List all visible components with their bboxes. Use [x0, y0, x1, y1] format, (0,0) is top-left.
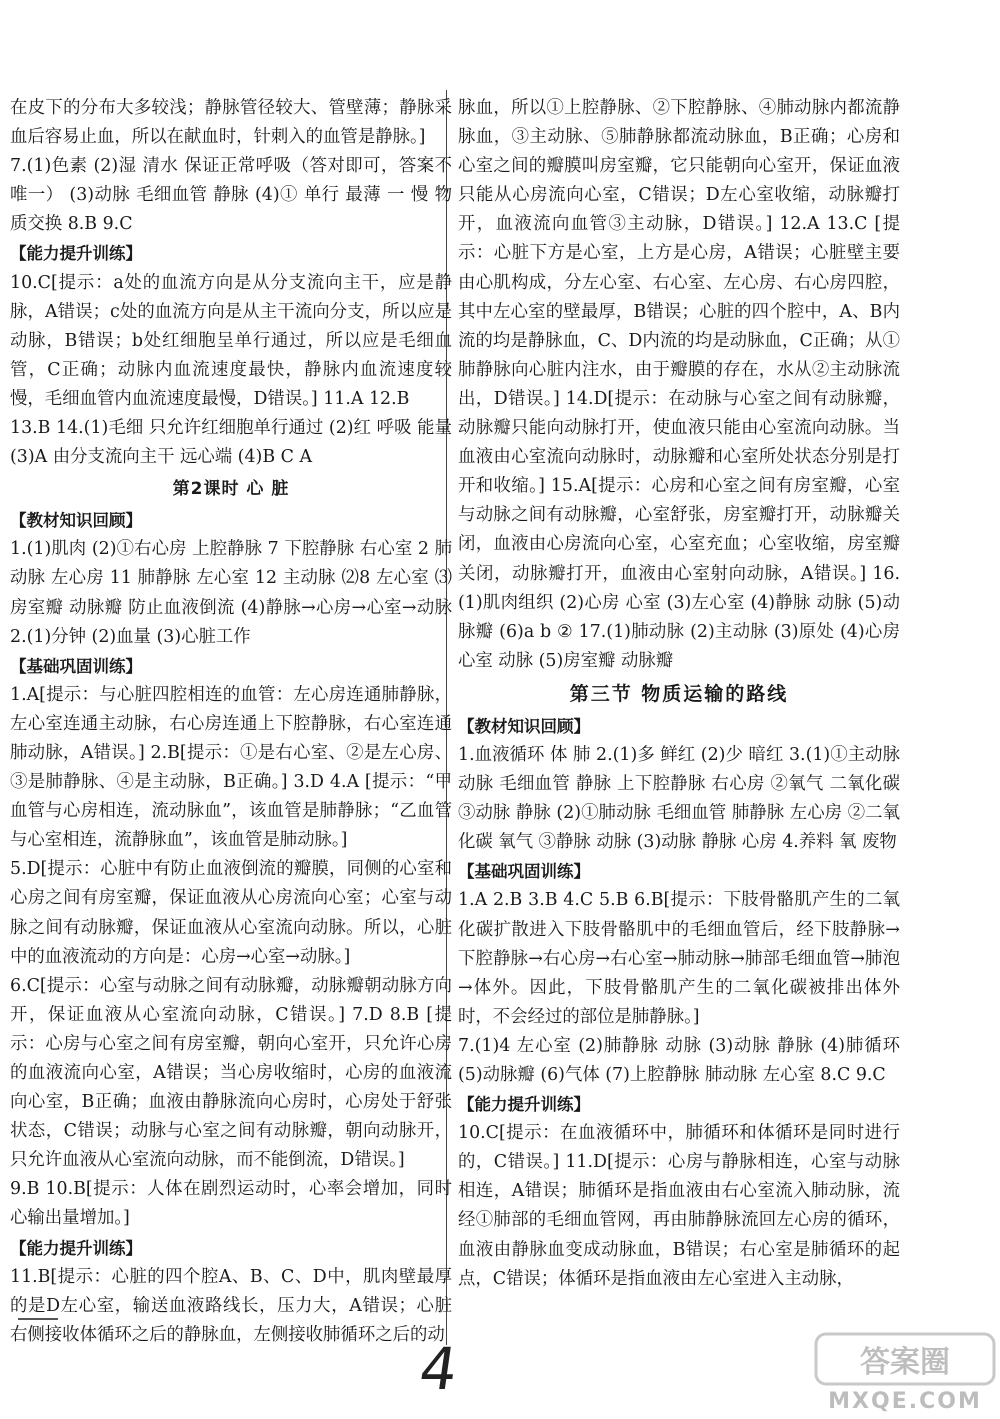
- page-number: 4: [415, 1335, 462, 1403]
- heading-jiaocai-huigu: 【教材知识回顾】: [10, 511, 142, 531]
- answer-jiaocai-1: 1.(1)肌肉 (2)①右心房 上腔静脉 7 下腔静脉 右心室 2 肺动脉 左心房 11 肺静脉 左心室 12 主动脉 ⑵8 左心室 ⑶房室瓣 动脉瓣 防止血液倒流 (4)静脉→心房→心室→动脉 2.(1)分钟 (2)血量 (3)心脏工作: [10, 539, 452, 647]
- intro-paragraph: 在皮下的分布大多较浅；静脉管径较大、管壁薄；静脉采血后容易止血，所以在献血时，针刺入的血管是静脉。]: [10, 98, 452, 148]
- answer-nengli-11: 11.B[提示：心脏的四个腔A、B、C、D中，肌肉壁最厚的是D左心室，输送血液路线长，压力大，A错误；心脏右侧接收体循环之后的静脉血，左侧接收肺循环之后的动: [10, 1266, 452, 1345]
- watermark-logo: [812, 1328, 998, 1416]
- watermark-line1: 答案圈: [860, 1345, 950, 1380]
- lesson-title: 第2课时 心 脏: [172, 479, 290, 500]
- answer-jichu-1: 1.A[提示：与心脏四腔相连的血管：左心房连通肺静脉，左心室连通主动脉，右心房连通上下腔静脉，右心室连通肺动脉，A错误。] 2.B[提示：①是右心室、②是左心房、③是肺静脉、④是主动脉，B正确。] 3.D 4.A [提示：“甲血管与心房相连，流动脉血”，该血管是肺静脉；“乙血管与心室相连，流静脉血”，该血管是肺动脉。]: [10, 684, 452, 851]
- continued-answers: 脉血，所以①上腔静脉、②下腔静脉、④肺动脉内都流静脉血，③主动脉、⑤肺静脉都流动脉血，B正确；心房和心室之间的瓣膜叫房室瓣，它只能朝向心室开，保证血液只能从心房流向心室，C错误；D左心室收缩，动脉瓣打开，血液流向血管③主动脉，D错误。] 12.A 13.C [提示：心脏下方是心室，上方是心房，A错误；心脏壁主要由心肌构成，分左心室、右心室、左心房、右心房四腔，其中左心室的壁最厚，B错误；心脏的四个腔中，A、B内流的均是静脉血，C、D内流的均是动脉血，C正确；从①肺静脉向心脏内注水，由于瓣膜的存在，水从②主动脉流出，D错误。] 14.D[提示：在动脉与心室之间有动脉瓣，动脉瓣只能向动脉打开，使血液只能由心室流向动脉。当血液由心室流向动脉时，动脉瓣和心室所处状态分别是打开和收缩。] 15.A[提示：心房和心室之间有房室瓣，心室与动脉之间有动脉瓣，心室舒张，房室瓣打开，动脉瓣关闭，血液由心房流向心室，心室充血；心室收缩，房室瓣关闭，动脉瓣打开，血液由心室射向动脉，A错误。] 16.(1)肌肉组织 (2)心房 心室 (3)左心室 (4)静脉 动脉 (5)动脉瓣 (6)a b ② 17.(1)肺动脉 (2)主动脉 (3)原处 (4)心房 心室 动脉 (5)房室瓣 动脉瓣: [458, 98, 900, 671]
- heading-nengli-tisheng-2: 【能力提升训练】: [10, 1238, 142, 1258]
- answer-q7: 7.(1)色素 (2)湿 清水 保证正常呼吸（答对即可，答案不唯一） (3)动脉 毛细血管 静脉 (4)① 单行 最薄 一 慢 物质交换 8.B 9.C: [10, 156, 452, 235]
- answer-jichu-5: 5.D[提示：心脏中有防止血液倒流的瓣膜，同侧的心室和心房之间有房室瓣，保证血液从心房流向心室；心室与动脉之间有动脉瓣，保证血液从心室流向动脉。所以，心脏中的血液流动的方向是：心房→心室→动脉。]: [10, 859, 452, 967]
- heading-nengli-tisheng-3: 【能力提升训练】: [458, 1095, 590, 1115]
- watermark-line2: MXQE.COM: [828, 1389, 982, 1414]
- answer-jichu-6: 6.C[提示：心室与动脉之间有动脉瓣，动脉瓣朝动脉方向开，保证血液从心室流向动脉，C错误。] 7.D 8.B [提示：心房与心室之间有房室瓣，朝向心室开，只允许心房的血液流向心室，A错误；当心房收缩时，心房的血液流向心室，B正确；血液由静脉流向心房时，心房处于舒张状态，C错误；动脉与心室之间有动脉瓣，朝向动脉开，只允许血液从心室流向动脉，而不能倒流，D错误。]: [10, 975, 452, 1171]
- heading-jiaocai-huigu-2: 【教材知识回顾】: [458, 716, 590, 736]
- heading-jichu-gonggu-2: 【基础巩固训练】: [458, 862, 590, 882]
- heading-nengli-tisheng: 【能力提升训练】: [10, 244, 142, 264]
- corner-mark: [18, 1318, 58, 1320]
- answer-nengli-2-10: 10.C[提示：在血液循环中，肺循环和体循环是同时进行的，C错误。] 11.D[提示：心房与静脉相连，心室与动脉相连，A错误；肺循环是指血液由右心室流入肺动脉，流经①肺部的毛细血管网，再由肺静脉流回左心房的循环，血液由静脉血变成动脉血，B错误；右心室是肺循环的起点，C错误；体循环是指血液由左心室进入主动脉，: [458, 1123, 900, 1289]
- heading-jichu-gonggu: 【基础巩固训练】: [10, 656, 142, 676]
- answer-jichu-9: 9.B 10.B[提示：人体在剧烈运动时，心率会增加，同时心输出量增加。]: [10, 1179, 452, 1229]
- section-title: 第三节 物质运输的路线: [569, 682, 789, 705]
- answer-jichu-2-7: 7.(1)4 左心室 (2)肺静脉 动脉 (3)动脉 静脉 (4)肺循环 (5)动脉瓣 (6)气体 (7)上腔静脉 肺动脉 左心室 8.C 9.C: [458, 1035, 900, 1085]
- answer-q13: 13.B 14.(1)毛细 只允许红细胞单行通过 (2)红 呼吸 能量 (3)A 由分支流向主干 远心端 (4)B C A: [10, 418, 452, 468]
- answer-jiaocai-2: 1.血液循环 体 肺 2.(1)多 鲜红 (2)少 暗红 3.(1)①主动脉 动脉 毛细血管 静脉 上下腔静脉 右心房 ②氧气 二氧化碳 ③动脉 静脉 (2)①肺动脉 毛细血管 肺静脉 左心房 ②二氧化碳 氧气 ③静脉 动脉 (3)动脉 静脉 心房 4.养料 氧 废物: [458, 744, 900, 853]
- left-column: [10, 94, 452, 1350]
- answer-jichu-2-1: 1.A 2.B 3.B 4.C 5.B 6.B[提示：下肢骨骼肌产生的二氧化碳扩散进入下肢骨骼肌中的毛细血管后，经下肢静脉→下腔静脉→右心房→右心室→肺动脉→肺部毛细血管→肺泡→体外。因此，下肢骨骼肌产生的二氧化碳被排出体外时，不会经过的部位是肺静脉。]: [458, 890, 900, 1027]
- answer-q10: 10.C[提示：a处的血流方向是从分支流向主干，应是静脉，A错误；c处的血流方向是从主干流向分支，所以应是动脉，B错误；b处红细胞呈单行通过，所以应是毛细血管，C正确；动脉内血流速度最快，静脉内血流速度较慢，毛细血管内血流速度最慢，D错误。] 11.A 12.B: [10, 272, 452, 409]
- right-column: [458, 94, 900, 1294]
